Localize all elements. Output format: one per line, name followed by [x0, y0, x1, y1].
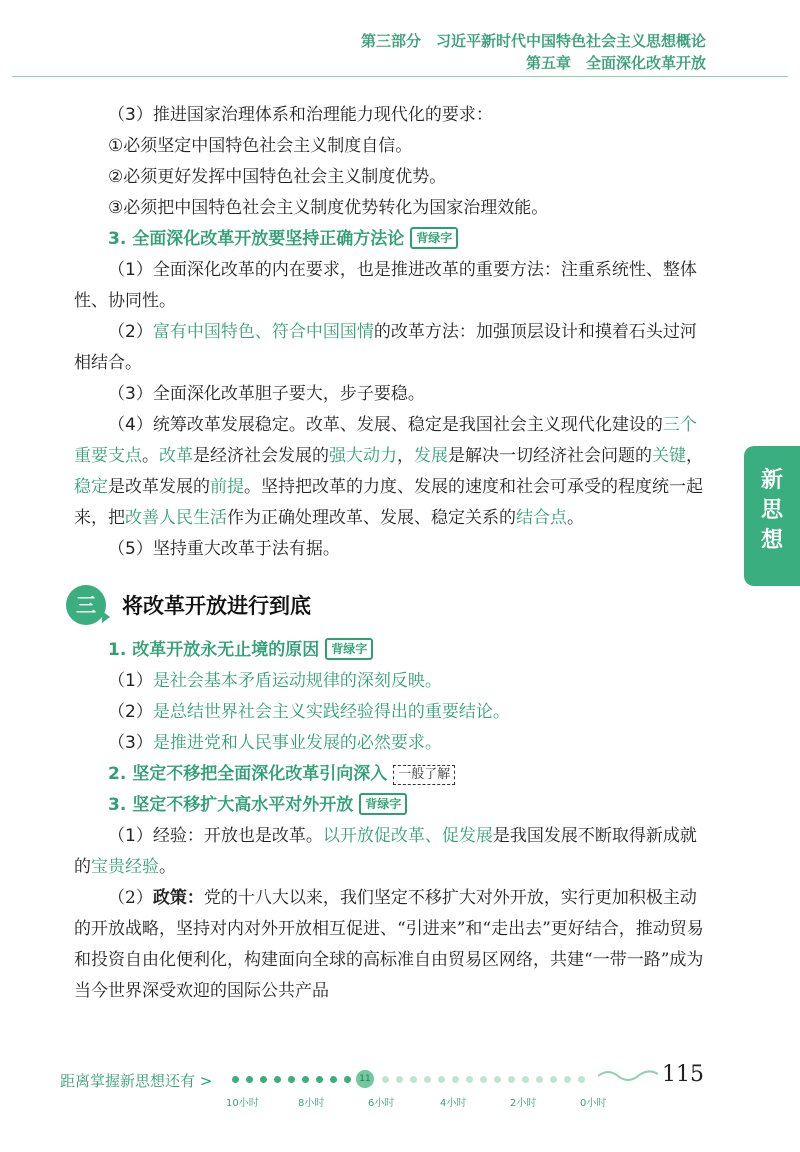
paragraph: （1）全面深化改革的内在要求，也是推进改革的重要方法：注重系统性、整体性、协同性。: [74, 260, 697, 311]
recite-tag: 背绿字: [359, 793, 407, 815]
progress-dot: [260, 1076, 267, 1083]
paragraph: [74, 666, 708, 697]
text-run: 作为正确处理改革、发展、稳定关系的: [227, 508, 516, 528]
text-run: 是经济社会发展的: [193, 446, 329, 466]
wave-decoration-icon: [598, 1066, 658, 1082]
text-run: （2）: [108, 322, 153, 342]
list-item: ①必须坚定中国特色社会主义制度自信。: [108, 136, 413, 156]
subheading-text: 1. 改革开放永无止境的原因: [108, 640, 320, 660]
hour-label: 6小时: [368, 1098, 395, 1109]
hour-label: 8小时: [298, 1098, 325, 1109]
highlight-text: 是社会基本矛盾运动规律的深刻反映。: [152, 671, 442, 691]
text-run: （1）: [108, 671, 153, 691]
paragraph: （5）坚持重大改革于法有据。: [108, 539, 340, 559]
recite-tag: 背绿字: [325, 638, 373, 660]
highlight-text: 改善人民生活: [125, 508, 227, 528]
progress-dot: [452, 1076, 459, 1083]
text-run: 党的十八大以来，我们坚定不移扩大对外开放，实行更加积极主动的开放战略，坚持对内对外开放相互促进、“引进来”和“走出去”更好结合，推动贸易和投资自由化便利化，构建面向全球的高标准自由贸易区网络，共建“一带一路”成为当今世界深受欢迎的国际公共产品: [74, 888, 704, 1001]
progress-dot: [424, 1076, 431, 1083]
highlight-text: 强大动力: [329, 446, 397, 466]
progress-dot: [232, 1076, 239, 1083]
highlight-text: 前提: [210, 477, 244, 497]
text-run: 是解决一切经济社会问题的: [448, 446, 652, 466]
paragraph: （3）推进国家治理体系和治理能力现代化的要求：: [108, 105, 493, 125]
text-run: （2）: [108, 702, 153, 722]
highlight-text: 稳定: [74, 477, 108, 497]
progress-dot: [494, 1076, 501, 1083]
progress-dot: [522, 1076, 529, 1083]
subheading: [74, 759, 708, 790]
text-run: 。坚持把改革的力度、发展的速度和社会可承受的程度统一起来，把: [74, 477, 703, 528]
progress-dot: [564, 1076, 571, 1083]
text-run: 是我国发展不断取得新成就的: [74, 826, 697, 877]
progress-dot: [578, 1076, 585, 1083]
page-body: [74, 100, 708, 1007]
side-tab-char: 思: [760, 498, 783, 523]
general-tag: 一般了解: [393, 765, 455, 785]
subheading: [74, 790, 708, 821]
highlight-text: 是推进党和人民事业发展的必然要求。: [152, 733, 442, 753]
list-item: ②必须更好发挥中国特色社会主义制度优势。: [108, 167, 447, 187]
running-header: [361, 30, 706, 74]
side-tab-char: 想: [760, 528, 783, 553]
progress-label: 距离掌握新思想还有 >: [60, 1072, 213, 1090]
hour-label: 2小时: [510, 1098, 537, 1109]
subheading-text: 2. 坚定不移把全面深化改革引向深入: [108, 764, 388, 784]
paragraph: [74, 317, 708, 379]
progress-dot: [316, 1076, 323, 1083]
highlight-text: 改革: [159, 446, 193, 466]
subheading: [74, 224, 708, 255]
recite-tag: 背绿字: [410, 227, 458, 249]
highlight-text: 富有中国特色、符合中国国情: [152, 322, 374, 342]
progress-dot: [302, 1076, 309, 1083]
subheading-text: 3. 坚定不移扩大高水平对外开放: [108, 795, 354, 815]
progress-dot: [438, 1076, 445, 1083]
progress-dot: [246, 1076, 253, 1083]
side-tab-char: 新: [760, 468, 783, 493]
progress-marker: 11: [356, 1070, 374, 1088]
section-number-badge: 三: [66, 585, 106, 625]
text-run: （3）: [108, 733, 153, 753]
text-run: 。: [159, 857, 176, 877]
progress-dot: [480, 1076, 487, 1083]
highlight-text: 宝贵经验: [91, 857, 159, 877]
progress-dot: [344, 1076, 351, 1083]
side-tab: [744, 446, 800, 586]
progress-dot: [330, 1076, 337, 1083]
bold-text: 政策：: [152, 888, 204, 908]
text-run: （2）: [108, 888, 153, 908]
highlight-text: 以开放促改革、促发展: [322, 826, 493, 846]
highlight-text: 结合点: [516, 508, 567, 528]
hour-label: 4小时: [440, 1098, 467, 1109]
text-run: （1）经验：开放也是改革。: [108, 826, 323, 846]
header-divider: [12, 76, 788, 77]
hour-label: 10小时: [226, 1098, 259, 1109]
highlight-text: 是总结世界社会主义实践经验得出的重要结论。: [152, 702, 510, 722]
subheading-text: 3. 全面深化改革开放要坚持正确方法论: [108, 229, 405, 249]
text-run: 的改革方法：加强顶层设计和摸着石头过河相结合。: [74, 322, 697, 373]
progress-dot: [410, 1076, 417, 1083]
highlight-text: 发展: [414, 446, 448, 466]
progress-dot: [466, 1076, 473, 1083]
paragraph: [74, 697, 708, 728]
text-run: ，: [397, 446, 414, 466]
paragraph: [74, 821, 708, 883]
text-run: ，: [686, 446, 703, 466]
highlight-text: 三个重要支点: [74, 415, 697, 466]
progress-dot: [396, 1076, 403, 1083]
progress-dot: [288, 1076, 295, 1083]
text-run: （4）统筹改革发展稳定。改革、发展、稳定是我国社会主义现代化建设的: [108, 415, 663, 435]
list-item: ③必须把中国特色社会主义制度优势转化为国家治理效能。: [108, 198, 549, 218]
header-chapter-title: 第五章 全面深化改革开放: [525, 54, 706, 72]
progress-dot: [536, 1076, 543, 1083]
progress-dot: [550, 1076, 557, 1083]
paragraph: （3）全面深化改革胆子要大，步子要稳。: [108, 384, 425, 404]
text-run: 。: [567, 508, 584, 528]
text-run: 是改革发展的: [108, 477, 210, 497]
section-heading: [66, 579, 708, 633]
progress-dot: [382, 1076, 389, 1083]
header-part-title: 第三部分 习近平新时代中国特色社会主义思想概论: [360, 32, 706, 50]
paragraph: [74, 410, 708, 534]
page-number: 115: [662, 1062, 704, 1087]
progress-dot: [274, 1076, 281, 1083]
progress-dot: [508, 1076, 515, 1083]
highlight-text: 关键: [652, 446, 686, 466]
subheading: [74, 635, 708, 666]
hour-label: 0小时: [580, 1098, 607, 1109]
section-title: 将改革开放进行到底: [122, 594, 311, 618]
paragraph: [74, 883, 708, 1007]
text-run: 。: [142, 446, 159, 466]
paragraph: [74, 728, 708, 759]
